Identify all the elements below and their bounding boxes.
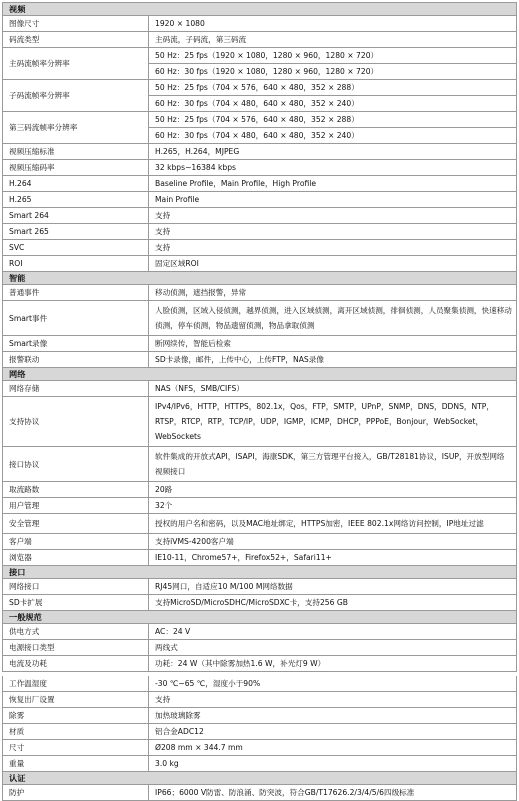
spec-key: 接口协议 [3,447,149,481]
spec-key: Smart 264 [3,208,149,223]
spec-value: 60 Hz：30 fps（704 × 480，640 × 480，352 × 240） [149,95,516,111]
spec-row [2,579,517,595]
spec-values [149,676,516,691]
section-header: 认证 [2,772,517,785]
spec-key: 普通事件 [3,285,149,300]
spec-row [2,144,517,160]
spec-values [149,32,516,47]
spec-values [149,482,516,497]
spec-values [149,740,516,755]
spec-values [149,240,516,255]
spec-key: 材质 [3,724,149,739]
spec-value: RJ45网口，自适应10 M/100 M网络数据 [155,582,293,591]
spec-key: 安全管理 [3,514,149,533]
spec-value: IPv4/IPv6，HTTP，HTTPS，802.1x，Qos，FTP，SMTP，UPnP，SNMP，DNS，DDNS，NTP，RTSP，RTCP，RTP，TCP/IP，UDP，IGMP，ICMP，DHCP，PPPoE，Bonjour，WebSocket，WebSockets [155,402,494,441]
spec-values [149,692,516,707]
spec-row [2,624,517,640]
spec-key: 防护 [3,785,149,800]
spec-key: 子码流帧率分辨率 [3,80,149,111]
spec-values [149,285,516,300]
spec-values [149,397,516,446]
spec-row [2,640,517,656]
spec-values [149,656,516,671]
spec-row [2,397,517,447]
spec-key: 码流类型 [3,32,149,47]
spec-key: 视频压缩标准 [3,144,149,159]
spec-value: 支持MicroSD/MicroSDHC/MicroSDXC卡，支持256 GB [155,598,348,607]
spec-row [2,656,517,672]
spec-key: 浏览器 [3,550,149,565]
spec-value: H.265，H.264，MJPEG [155,147,240,156]
spec-row [2,514,517,534]
spec-value: 50 Hz：25 fps（704 × 576，640 × 480，352 × 288） [155,115,359,124]
spec-values [149,192,516,207]
spec-value: 50 Hz：25 fps（704 × 576，640 × 480，352 × 288） [155,83,359,92]
section-header: 一般规范 [2,611,517,624]
spec-value: Main Profile [155,195,200,204]
spec-row [2,256,517,272]
spec-values [149,756,516,771]
spec-key: SVC [3,240,149,255]
spec-value: 支持 [155,243,171,252]
spec-value: 32 kbps~16384 kbps [155,163,236,172]
spec-value: 60 Hz：30 fps（1920 × 1080，1280 × 960，1280 × 720） [149,63,516,79]
spec-values [149,724,516,739]
spec-row [2,336,517,352]
spec-key: 重量 [3,756,149,771]
spec-key: H.264 [3,176,149,191]
spec-values [149,381,516,396]
spec-values [149,256,516,271]
spec-row [2,224,517,240]
spec-row [2,498,517,514]
spec-value: 60 Hz：30 fps（704 × 480，640 × 480，352 × 240） [149,127,516,143]
spec-row [2,676,517,692]
spec-key: 主码流帧率分辨率 [3,48,149,79]
spec-value: NAS（NFS，SMB/CIFS） [155,384,244,393]
spec-value: 1920 × 1080 [155,19,205,28]
spec-values [149,176,516,191]
spec-value: SD卡录像，邮件，上传中心，上传FTP，NAS录像 [155,355,324,364]
spec-key: 取流路数 [3,482,149,497]
spec-key: 支持协议 [3,397,149,446]
spec-values [149,144,516,159]
spec-table [2,2,517,801]
spec-value: 软件集成的开放式API，ISAPI，海康SDK，第三方管理平台接入，GB/T28181协议，ISUP，开放型网络视频接口 [155,452,505,476]
spec-row [2,32,517,48]
spec-key: 用户管理 [3,498,149,513]
section-header: 视频 [2,3,517,16]
spec-row [2,301,517,336]
spec-key: 恢复出厂设置 [3,692,149,707]
spec-key: SD卡扩展 [3,595,149,610]
spec-value: -30 ℃~65 ℃，湿度小于90% [155,679,261,688]
spec-key: 供电方式 [3,624,149,639]
spec-value: 固定区域ROI [155,259,199,268]
spec-values [149,16,516,31]
spec-key: 工作温湿度 [3,676,149,691]
spec-key: 报警联动 [3,352,149,367]
spec-row [2,692,517,708]
spec-key: 图像尺寸 [3,16,149,31]
spec-key: Smart事件 [3,301,149,335]
spec-values [149,208,516,223]
spec-value: 20路 [155,485,173,494]
spec-value: 人脸侦测，区域入侵侦测，越界侦测，进入区域侦测，离开区域侦测，徘徊侦测，人员聚集侦测，快速移动侦测，停车侦测，物品遗留侦测，物品拿取侦测 [155,306,512,330]
spec-value: AC：24 V [155,627,191,636]
spec-value: 支持 [155,227,171,236]
spec-key: 除雾 [3,708,149,723]
spec-key: ROI [3,256,149,271]
spec-row [2,16,517,32]
spec-row [2,534,517,550]
spec-value: 铝合金ADC12 [155,727,204,736]
spec-value: IE10-11，Chrome57+，Firefox52+，Safari11+ [155,553,332,562]
spec-key: H.265 [3,192,149,207]
spec-values [149,534,516,549]
spec-row [2,285,517,301]
spec-values [149,498,516,513]
spec-value: Baseline Profile，Main Profile，High Profile [155,179,317,188]
spec-value: 3.0 kg [155,759,179,768]
spec-row [2,176,517,192]
spec-row [2,192,517,208]
spec-value: IP66；6000 V防雷、防浪涌、防突波，符合GB/T17626.2/3/4/5/6四级标准 [155,788,415,797]
spec-key: 电流及功耗 [3,656,149,671]
spec-values [149,447,516,481]
spec-row [2,785,517,801]
section-header: 接口 [2,566,517,579]
spec-value: 主码流，子码流，第三码流 [155,35,247,44]
spec-key: 尺寸 [3,740,149,755]
spec-value: 断网续传，智能后检索 [155,339,231,348]
spec-value: 支持iVMS-4200客户端 [155,537,234,546]
spec-row [2,240,517,256]
spec-key: 客户端 [3,534,149,549]
spec-row [2,48,517,80]
spec-row [2,381,517,397]
spec-values [149,336,516,351]
section-header: 网络 [2,368,517,381]
spec-values [149,301,516,335]
spec-values [149,514,516,533]
spec-values [149,160,516,175]
spec-row [2,208,517,224]
section-header: 智能 [2,272,517,285]
spec-values [149,579,516,594]
spec-key: 电源接口类型 [3,640,149,655]
spec-row [2,550,517,566]
spec-key: Smart 265 [3,224,149,239]
spec-value: 支持 [155,211,171,220]
spec-value: 移动侦测，遮挡报警，异常 [155,288,247,297]
spec-values [149,352,516,367]
spec-values [149,112,516,143]
spec-row [2,724,517,740]
spec-row [2,160,517,176]
spec-key: 第三码流帧率分辨率 [3,112,149,143]
spec-key: 网络接口 [3,579,149,594]
spec-values [149,640,516,655]
spec-value: 32个 [155,501,173,510]
spec-row [2,447,517,482]
spec-value: 支持 [155,695,171,704]
spec-row [2,740,517,756]
spec-value: Ø208 mm × 344.7 mm [155,743,243,752]
spec-values [149,224,516,239]
spec-key: 视频压缩码率 [3,160,149,175]
spec-row [2,756,517,772]
spec-value: 功耗：24 W（其中除雾加热1.6 W，补光灯9 W） [155,659,326,668]
spec-value: 两线式 [155,643,178,652]
spec-values [149,80,516,111]
spec-values [149,785,516,800]
spec-row [2,708,517,724]
spec-value: 50 Hz：25 fps（1920 × 1080，1280 × 960，1280 × 720） [155,51,379,60]
spec-values [149,550,516,565]
spec-row [2,595,517,611]
spec-values [149,48,516,79]
spec-row [2,112,517,144]
spec-row [2,482,517,498]
spec-row [2,80,517,112]
spec-values [149,595,516,610]
spec-values [149,708,516,723]
spec-row [2,352,517,368]
spec-values [149,624,516,639]
spec-key: 网络存储 [3,381,149,396]
spec-value: 授权的用户名和密码，以及MAC地址绑定，HTTPS加密，IEEE 802.1x网络访问控制，IP地址过滤 [155,519,484,528]
spec-key: Smart录像 [3,336,149,351]
spec-value: 加热玻璃除雾 [155,711,201,720]
